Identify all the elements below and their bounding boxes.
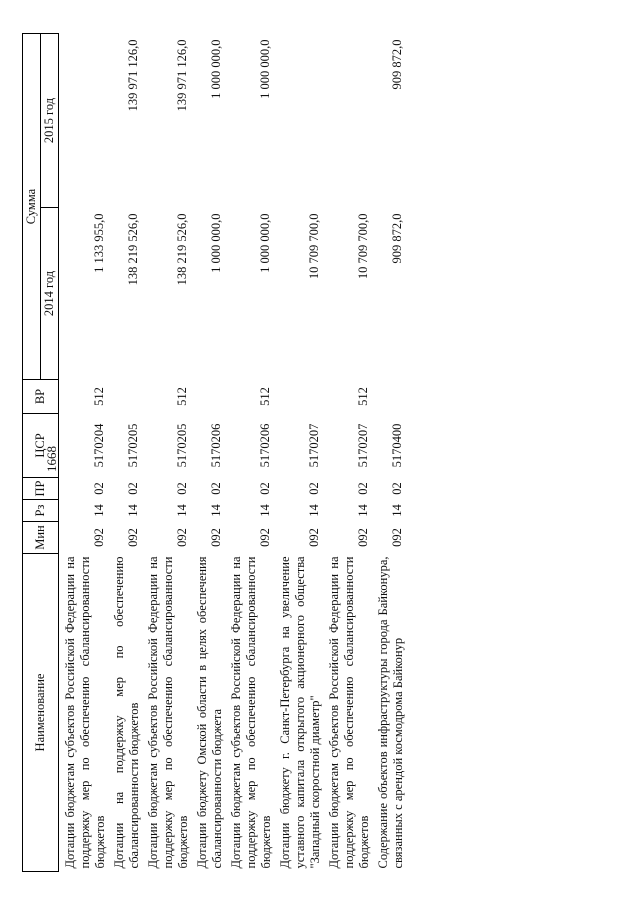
table-row — [323, 34, 372, 872]
table-row — [59, 34, 109, 872]
row-csr: 5170400 — [390, 423, 404, 468]
header-2015: 2015 год — [41, 34, 59, 208]
budget-table — [22, 33, 406, 872]
row-rz: 14 — [126, 504, 140, 517]
row-csr: 5170205 — [175, 423, 189, 468]
header-min: Мин — [23, 522, 59, 554]
row-rz: 14 — [258, 504, 272, 517]
row-sum-2014: 138 219 526,0 — [175, 213, 189, 286]
rotated-page — [22, 34, 552, 872]
row-min: 092 — [92, 528, 106, 547]
row-sum-2015 — [274, 34, 323, 208]
row-sum-2014: 909 872,0 — [390, 213, 404, 264]
row-pr: 02 — [307, 482, 321, 495]
row-rz: 14 — [356, 504, 370, 517]
row-min: 092 — [258, 528, 272, 547]
row-sum-2015: 139 971 126,0 — [126, 39, 140, 112]
row-rz: 14 — [209, 504, 223, 517]
table-row — [142, 34, 191, 872]
table-row — [372, 34, 406, 872]
row-sum-2015: 909 872,0 — [390, 39, 404, 90]
row-rz: 14 — [92, 504, 106, 517]
table-body — [59, 34, 407, 872]
row-csr: 5170205 — [126, 423, 140, 468]
row-pr: 02 — [175, 482, 189, 495]
header-name: Наименование — [23, 554, 59, 872]
row-name: Дотации бюджету Омской области в целях обеспечения сбалансированности бюджета — [195, 556, 224, 869]
row-sum-2015 — [59, 34, 109, 208]
row-pr: 02 — [209, 482, 223, 495]
row-sum-2015: 139 971 126,0 — [175, 39, 189, 112]
row-vr — [372, 380, 406, 414]
row-name: Дотации бюджетам субъектов Российской Федерации на поддержку мер по обеспечению сбалансированности бюджетов — [63, 556, 107, 869]
row-sum-2014: 1 000 000,0 — [209, 213, 223, 273]
row-pr: 02 — [126, 482, 140, 495]
header-rz: Рз — [23, 500, 59, 522]
row-pr: 02 — [390, 482, 404, 495]
row-min: 092 — [307, 528, 321, 547]
row-csr: 5170204 — [92, 423, 106, 468]
row-min: 092 — [356, 528, 370, 547]
row-sum-2015 — [323, 34, 372, 208]
row-min: 092 — [175, 528, 189, 547]
row-sum-2014: 10 709 700,0 — [307, 213, 321, 280]
row-name: Содержание объектов инфраструктуры города Байконура, связанных с арендой космодрома Байконур — [376, 556, 405, 869]
row-csr: 5170207 — [356, 423, 370, 468]
table-row — [225, 34, 274, 872]
row-vr — [108, 380, 142, 414]
table-header — [23, 34, 59, 872]
table-row — [274, 34, 323, 872]
row-pr: 02 — [356, 482, 370, 495]
row-name: Дотации бюджетам субъектов Российской Федерации на поддержку мер по обеспечению сбалансированности бюджетов — [327, 556, 371, 869]
row-rz: 14 — [175, 504, 189, 517]
row-pr: 02 — [92, 482, 106, 495]
row-csr: 5170207 — [307, 423, 321, 468]
row-vr: 512 — [258, 387, 272, 406]
row-sum-2014: 10 709 700,0 — [356, 213, 370, 280]
row-min: 092 — [390, 528, 404, 547]
row-sum-2015: 1 000 000,0 — [209, 39, 223, 99]
header-sum: Сумма — [23, 34, 41, 380]
row-vr: 512 — [356, 387, 370, 406]
row-csr: 5170206 — [258, 423, 272, 468]
row-sum-2015: 1 000 000,0 — [258, 39, 272, 99]
row-sum-2014: 1 133 955,0 — [92, 213, 106, 273]
table-row — [191, 34, 225, 872]
row-name: Дотации бюджетам субъектов Российской Федерации на поддержку мер по обеспечению сбалансированности бюджетов — [146, 556, 190, 869]
row-vr: 512 — [92, 387, 106, 406]
row-name: Дотации на поддержку мер по обеспечению сбалансированности бюджетов — [112, 556, 141, 869]
table-row — [108, 34, 142, 872]
row-csr: 5170206 — [209, 423, 223, 468]
row-name: Дотации бюджетам субъектов Российской Федерации на поддержку мер по обеспечению сбалансированности бюджетов — [229, 556, 273, 869]
row-rz: 14 — [390, 504, 404, 517]
header-pr: ПР — [23, 478, 59, 500]
row-vr — [191, 380, 225, 414]
row-rz: 14 — [307, 504, 321, 517]
row-name: Дотации бюджету г. Санкт-Петербурга на увеличение уставного капитала открытого акционерного общества "Западный скоростной диаметр" — [278, 556, 322, 869]
row-vr — [274, 380, 323, 414]
row-min: 092 — [126, 528, 140, 547]
row-pr: 02 — [258, 482, 272, 495]
row-min: 092 — [209, 528, 223, 547]
row-vr: 512 — [175, 387, 189, 406]
row-sum-2014: 138 219 526,0 — [126, 213, 140, 286]
header-csr: ЦСР — [23, 414, 59, 478]
header-vr: ВР — [23, 380, 59, 414]
header-2014: 2014 год — [41, 208, 59, 380]
row-sum-2014: 1 000 000,0 — [258, 213, 272, 273]
page-number: 1668 — [44, 446, 59, 472]
